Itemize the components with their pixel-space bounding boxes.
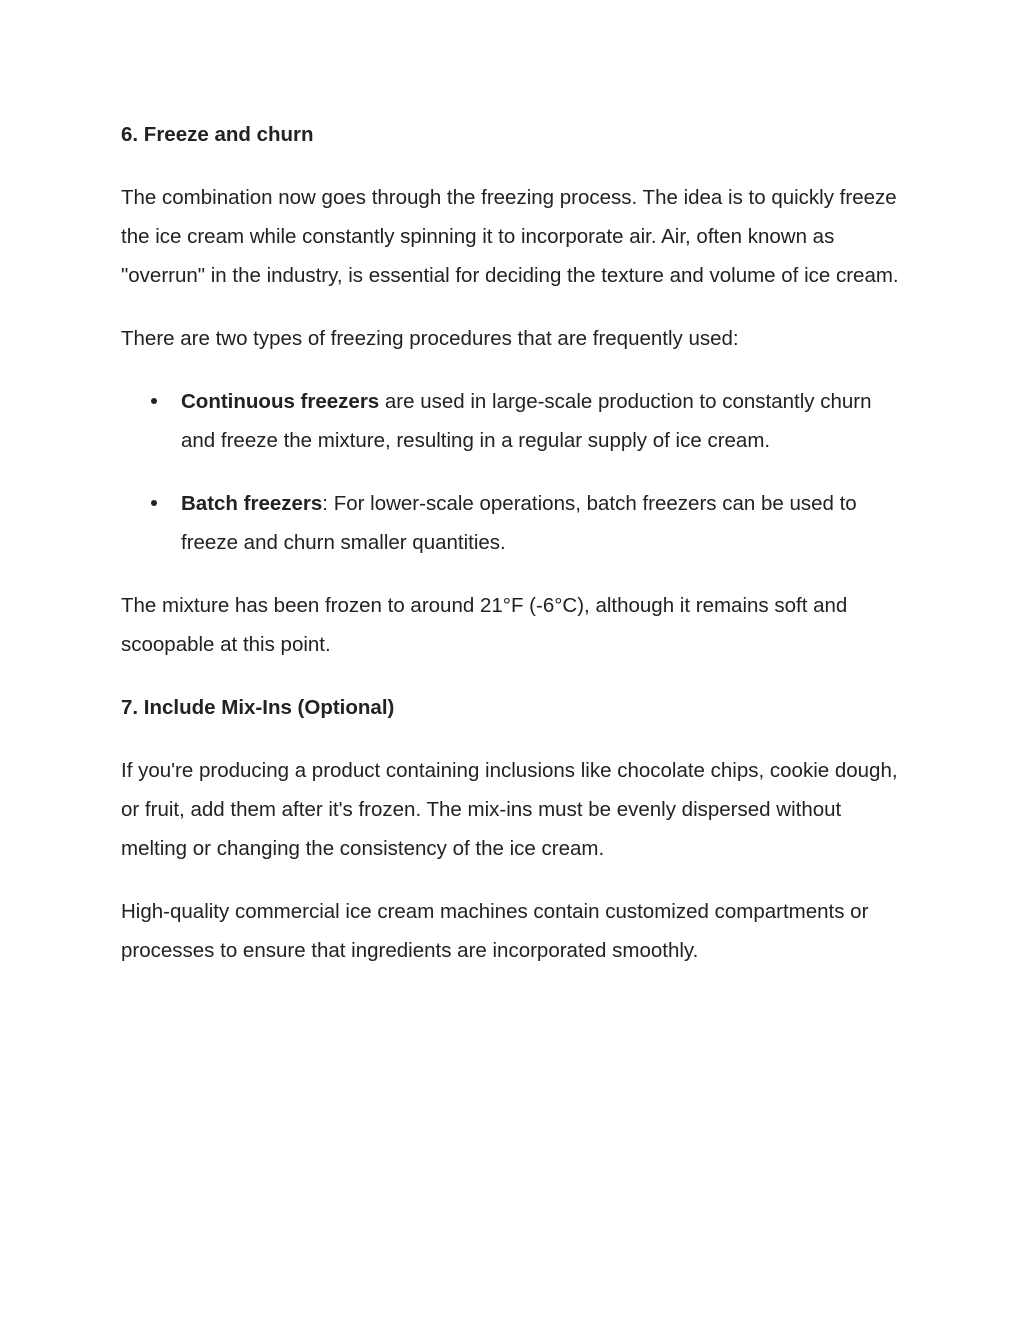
bullet-icon bbox=[151, 398, 157, 404]
bullet-icon bbox=[151, 500, 157, 506]
section-heading-include-mix-ins: 7. Include Mix-Ins (Optional) bbox=[121, 696, 395, 719]
list-item-text: are used in large-scale production to constantly churn and freeze the mixture, resulting in a regular supply of ice cream. bbox=[181, 390, 872, 452]
term-batch-freezers: Batch freezers bbox=[181, 492, 323, 515]
document-page bbox=[121, 115, 911, 994]
list-item-batch-freezers bbox=[121, 484, 911, 562]
paragraph-machine-compartments: High-quality commercial ice cream machines contain customized compartments or processes to ensure that ingredients are incorporated smoothly. bbox=[121, 900, 869, 962]
term-continuous-freezers: Continuous freezers bbox=[181, 390, 380, 413]
section-heading-freeze-and-churn: 6. Freeze and churn bbox=[121, 123, 314, 146]
paragraph-frozen-temperature: The mixture has been frozen to around 21°F (-6°C), although it remains soft and scoopable at this point. bbox=[121, 594, 848, 656]
list-item-text: : For lower-scale operations, batch freezers can be used to freeze and churn smaller quantities. bbox=[181, 492, 857, 554]
list-item-continuous-freezers bbox=[121, 382, 911, 460]
paragraph-freezing-process: The combination now goes through the freezing process. The idea is to quickly freeze the ice cream while constantly spinning it to incorporate air. Air, often known as "overrun" in the industry, is essential for deciding the texture and volume of ice cream. bbox=[121, 186, 899, 287]
freezer-types-list bbox=[121, 382, 911, 562]
paragraph-freezing-types-intro: There are two types of freezing procedures that are frequently used: bbox=[121, 327, 739, 350]
paragraph-mix-ins: If you're producing a product containing inclusions like chocolate chips, cookie dough, or fruit, add them after it's frozen. The mix-ins must be evenly dispersed without melting or changing the consistency of the ice cream. bbox=[121, 759, 898, 860]
